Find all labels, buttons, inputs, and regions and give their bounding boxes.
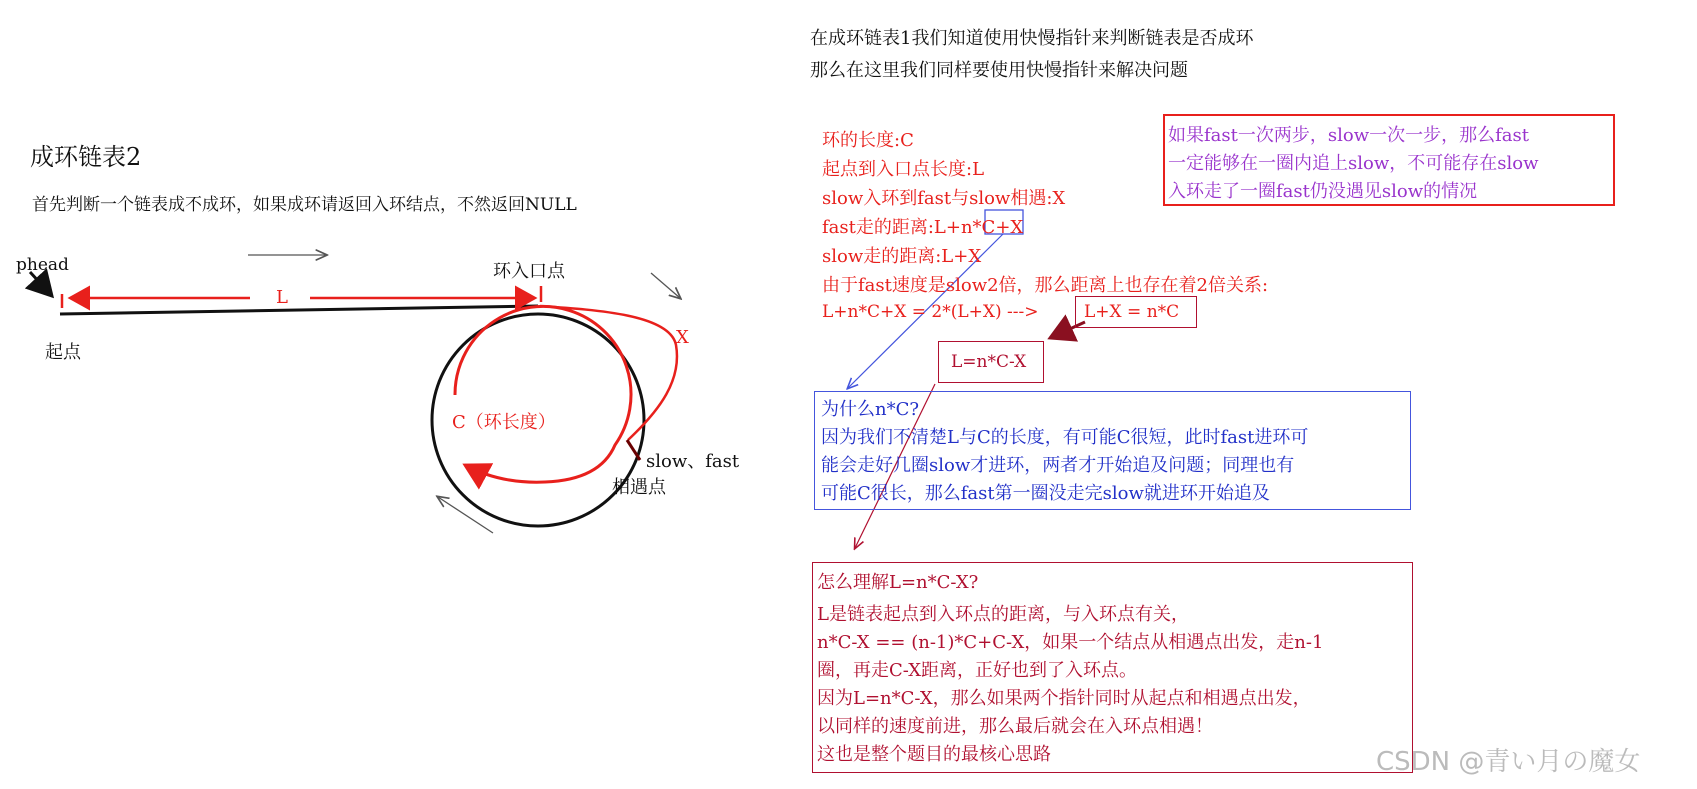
blue-note-line: 能会走好几圈slow才进环，两者才开始追及问题；同理也有 — [821, 455, 1295, 476]
red-note-line: L是链表起点到入环点的距离，与入环点有关， — [817, 604, 1189, 625]
phead-pointer-arrow — [30, 272, 52, 296]
red-note-line: 这也是整个题目的最核心思路 — [817, 744, 1051, 765]
blue-note-box — [814, 391, 1411, 510]
def-ratio: 由于fast速度是slow2倍，那么距离上也存在着2倍关系: — [822, 275, 1269, 296]
red-note-line: 以同样的速度前进，那么最后就会在入环点相遇！ — [817, 716, 1213, 737]
direction-hint-arrow — [651, 273, 680, 298]
start-label: 起点 — [45, 342, 81, 363]
blue-note-line: 可能C很长，那么fast第一圈没走完slow就进环开始追及 — [821, 483, 1270, 504]
page-title: 成环链表2 — [30, 143, 142, 171]
result-text: L+X = n*C — [1084, 302, 1180, 322]
def-fast-distance: fast走的距离:L+n*C+X — [822, 217, 1024, 238]
blue-note-line: 因为我们不清楚L与C的长度，有可能C很短，此时fast进环可 — [821, 427, 1309, 448]
distance-X-curve — [540, 306, 677, 440]
red-note-box — [812, 562, 1413, 773]
list-segment-line — [60, 306, 538, 314]
phead-label: phead — [16, 255, 69, 275]
meeting-point-label: 相遇点 — [612, 477, 666, 498]
problem-description: 首先判断一个链表成不成环，如果成环请返回入环结点，不然返回NULL — [32, 195, 577, 215]
blue-note — [821, 396, 1308, 508]
red-note-line: 因为L=n*C-X，那么如果两个指针同时从起点和相遇点出发， — [817, 688, 1311, 709]
purple-note-line: 一定能够在一圈内追上slow，不可能存在slow — [1168, 153, 1539, 174]
derived-text: L=n*C-X — [951, 352, 1027, 372]
meeting-point-mark — [627, 440, 640, 460]
red-note-line: n*C-X == (n-1)*C+C-X，如果一个结点从相遇点出发，走n-1 — [817, 632, 1324, 653]
direction-hint-arrow — [438, 497, 493, 533]
cycle-length-arc — [455, 306, 631, 482]
watermark: CSDN @青い月の魔女 — [1376, 747, 1641, 777]
def-equation: L+n*C+X = 2*(L+X) ---> — [822, 302, 1039, 322]
intro-line-2: 那么在这里我们同样要使用快慢指针来解决问题 — [810, 60, 1188, 81]
red-note-body — [817, 601, 1323, 769]
red-note-line: 圈，再走C-X距离，正好也到了入环点。 — [817, 660, 1138, 681]
intro-line-1: 在成环链表1我们知道使用快慢指针来判断链表是否成环 — [810, 28, 1254, 49]
red-note-heading: 怎么理解L=n*C-X? — [817, 572, 979, 593]
blue-note-heading: 为什么n*C? — [821, 399, 920, 420]
purple-note-line: 如果fast一次两步，slow一次一步，那么fast — [1168, 125, 1529, 146]
slow-fast-label: slow、fast — [646, 451, 740, 472]
X-label: X — [676, 327, 689, 348]
cycle-length-label: C（环长度） — [452, 412, 556, 433]
def-cycle-length: 环的长度:C — [822, 130, 914, 151]
def-slow-distance: slow走的距离:L+X — [822, 246, 982, 267]
purple-note — [1168, 122, 1538, 206]
result-box — [1075, 296, 1197, 328]
purple-note-box — [1163, 114, 1615, 206]
def-X: slow入环到fast与slow相遇:X — [822, 188, 1066, 209]
entry-point-label: 环入口点 — [493, 261, 565, 282]
L-label: L — [276, 287, 288, 308]
purple-note-line: 入环走了一圈fast仍没遇见slow的情况 — [1168, 181, 1478, 202]
derived-box — [938, 341, 1044, 383]
def-L: 起点到入口点长度:L — [822, 159, 985, 180]
